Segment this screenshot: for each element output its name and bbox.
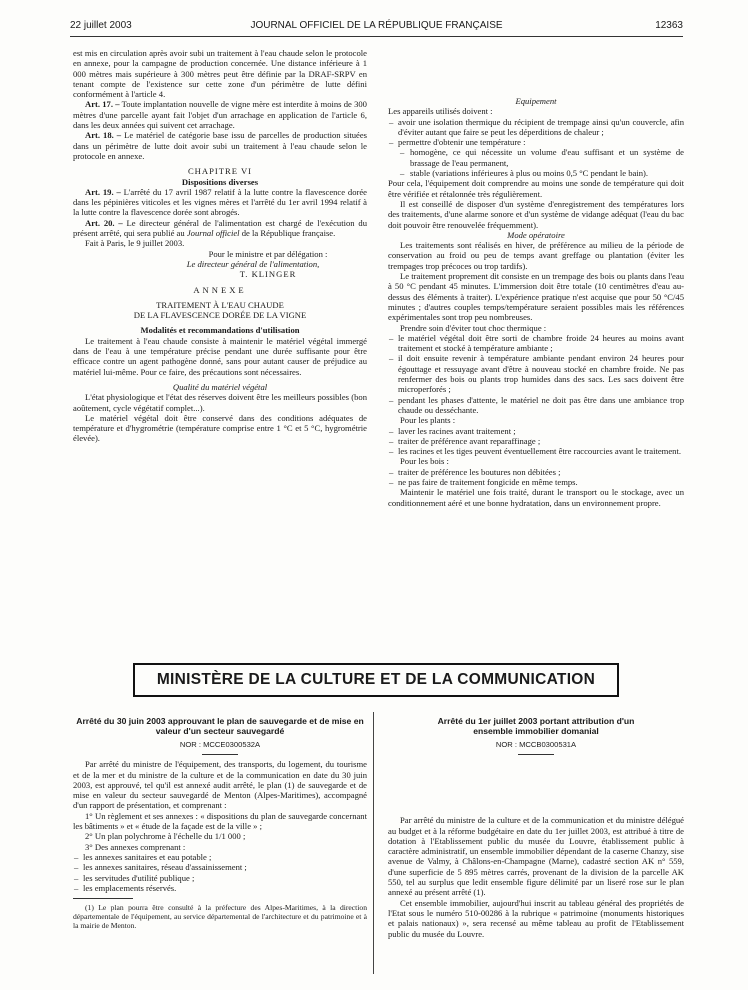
- subheading-mode: Mode opératoire: [507, 229, 565, 240]
- paragraph: Cet ensemble immobilier, aujourd'hui inscrit au tableau général des propriétés de l'Etat sous le numéro 510-00286 à la rubrique « patrimoine (monuments historiques et palais nationaux) », sera recensé au même tableau au profit de l'Etablissement public du musée du Louvre.: [388, 897, 684, 939]
- list-item: – les annexes sanitaires et eau potable ;: [73, 852, 367, 862]
- annex-title-line-2: DE LA FLAVESCENCE DORÉE DE LA VIGNE: [133, 310, 307, 321]
- left-column: [73, 48, 367, 444]
- header-page-number: 12363: [655, 20, 683, 31]
- footnote-rule: [73, 898, 133, 899]
- list-item: – il doit ensuite revenir à température ambiante pendant environ 24 heures pour égouttage et ressuyage avant d'être à nouveau stocké en chambre froide. Ne pas renfermer des bois ou plants trop humides dans des sacs. Les sacs doivent être microperforés ;: [388, 353, 684, 394]
- subheading-modalites: Modalités et recommandations d'utilisation: [140, 325, 300, 336]
- list-item: – traiter de préférence les boutures non débitées ;: [388, 467, 684, 477]
- subheading-equipement: Equipement: [515, 96, 557, 106]
- paragraph: Pour cela, l'équipement doit comprendre au moins une sonde de température qui doit être vérifiée et rétalonnée très régulièrement.: [388, 178, 684, 199]
- list-item: 3° Des annexes comprenant :: [85, 841, 186, 852]
- footnote: (1) Le plan pourra être consulté à la préfecture des Alpes-Maritimes, à la direction départementale de l'équipement, au service départemental de l'architecture et du patrimoine et à la mairie de Menton.: [73, 903, 367, 931]
- list-item: – permettre d'obtenir une température :: [388, 137, 684, 147]
- list-item: 1° Un règlement et ses annexes : « dispositions du plan de sauvegarde concernant les bâtiments » et « étude de la façade est de la ville » ;: [73, 810, 367, 832]
- paragraph: Par arrêté du ministre de la culture et de la communication et du ministre délégué au budget et à la réforme budgétaire en date du 1er juillet 2003, est attribué à titre de dotation à l'Etablissement public du musée du Louvre, établissement public à caractère administratif, un ensemble immobilier dépendant de la caserne Chanzy, sise avenue de Valmy, à Châlons-en-Champagne (Marne), cadastré section AK n° 559, d'une superficie de 5 895 mètres carrés, provenant de la division de la parcelle AK 550, tel au surplus que ledit ensemble figure délimité par un liseré rose sur le plan annexé au présent arrêté (1).: [388, 815, 684, 898]
- decree-menton: [73, 716, 367, 930]
- signature-block: Pour le ministre et par délégation : Le directeur général de l'alimentation, T. KLINGER: [186, 248, 328, 280]
- paragraph: Prendre soin d'éviter tout choc thermique :: [400, 322, 547, 333]
- list-item: – les servitudes d'utilité publique ;: [73, 873, 367, 883]
- list-item: – les annexes sanitaires, réseau d'assainissement ;: [73, 862, 367, 872]
- annex-title-line-1: TRAITEMENT À L'EAU CHAUDE: [156, 299, 284, 310]
- subheading-qualite: Qualité du matériel végétal: [172, 381, 268, 392]
- list-item: 2° Un plan polychrome à l'échelle du 1/1 000 ;: [85, 831, 246, 842]
- right-column: [388, 96, 684, 508]
- article-18: Art. 18. – Le matériel de catégorie base issu de parcelles de production situées dans un périmètre de lutte doit avoir subi un traitement à l'eau chaude selon le protocole en annexe.: [73, 130, 367, 161]
- chapter-heading: CHAPITRE VI: [187, 166, 253, 177]
- decree-title: Arrêté du 1er juillet 2003 portant attribution d'un ensemble immobilier domanial: [437, 716, 635, 736]
- paragraph: Le traitement proprement dit consiste en un trempage des bois ou plants dans l'eau à 50 °C pendant 45 minutes. L'immersion doit être totale (10 centimètres d'eau au-dessus des éléments à traiter). L'expérience pratique n'est acquise que pour 50 °C/45 minutes ; d'autres couples temps/température seraient possibles mais les références expérimentales sont trop peu nombreuses.: [388, 271, 684, 323]
- paragraph: Les traitements sont réalisés en hiver, de préférence au milieu de la période de conservation au froid ou peu de temps avant greffage ou plantation (éviter les trempages trop précoces ou trop tardifs).: [388, 240, 684, 271]
- paragraph: L'état physiologique et l'état des réserves doivent être les meilleurs possibles (bon aoûtement, cycle végétatif complet...).: [73, 392, 367, 413]
- paragraph: Les appareils utilisés doivent :: [388, 106, 493, 117]
- section-heading: Dispositions diverses: [181, 176, 259, 187]
- decree-title: Arrêté du 30 juin 2003 approuvant le plan de sauvegarde et de mise en valeur d'un secteur sauvegardé: [76, 716, 364, 736]
- nor-reference: NOR : MCCB0300531A: [495, 740, 577, 749]
- list-item: – traiter de préférence avant reparaffinage ;: [388, 436, 684, 446]
- header-title: JOURNAL OFFICIEL DE LA RÉPUBLIQUE FRANÇAISE: [250, 20, 503, 31]
- paragraph: Maintenir le matériel une fois traité, durant le transport ou le stockage, avec un conditionnement aéré et une bonne hydratation, dans un environnement propre.: [388, 487, 684, 508]
- list-item: – stable (variations inférieures à plus ou moins 0,5 °C pendant le bain).: [388, 168, 684, 178]
- paragraph: Pour les plants :: [400, 415, 456, 426]
- decree-louvre: [388, 716, 684, 939]
- paragraph: Il est conseillé de disposer d'un système d'enregistrement des températures lors des traitements, d'une alarme sonore et d'un système de vidange adéquat (l'eau du bac doit pouvoir être renouvelée fréquemment).: [388, 198, 684, 230]
- list-item: – laver les racines avant traitement ;: [388, 426, 684, 436]
- header-date: 22 juillet 2003: [70, 20, 132, 31]
- article-19: Art. 19. – L'arrêté du 17 avril 1987 relatif à la lutte contre la flavescence dorée dans les pépinières viticoles et les vignes mères et l'arrêté du 1er avril 1994 relatif à la lutte contre la flavescence dorée sont abrogés.: [73, 186, 367, 218]
- article-17: Art. 17. – Toute implantation nouvelle de vigne mère est interdite à moins de 300 mètres d'une parcelle ayant fait l'objet d'un arrachage en application de l'article 6, dans les deux années qui suivent cet arrachage.: [73, 99, 367, 131]
- list-item: – homogène, ce qui nécessite un volume d'eau suffisant et un système de brassage de l'eau permanent,: [388, 147, 684, 168]
- nor-reference: NOR : MCCE0300532A: [179, 740, 261, 749]
- divider: [518, 754, 554, 755]
- paragraph: Le matériel végétal doit être conservé dans des conditions adéquates de température et d'hygrométrie (température comprise entre 1 °C et 5 °C, hygrométrie élevée).: [73, 412, 367, 444]
- column-divider: [373, 712, 374, 974]
- page-header: [70, 20, 683, 37]
- list-item: – ne pas faire de traitement fongicide en même temps.: [388, 477, 684, 487]
- list-item: – le matériel végétal doit être sorti de chambre froide 24 heures au moins avant traitement et stocké à température ambiante ;: [388, 333, 684, 354]
- list-item: – les emplacements réservés.: [73, 883, 367, 893]
- article-20: Art. 20. – Le directeur général de l'alimentation est chargé de l'exécution du présent arrêté, qui sera publié au Journal officiel de la République française.: [73, 217, 367, 239]
- ministry-banner: MINISTÈRE DE LA CULTURE ET DE LA COMMUNICATION: [133, 663, 619, 697]
- divider: [202, 754, 238, 755]
- paragraph: est mis en circulation après avoir subi un traitement à l'eau chaude selon le protocole en annexe, pour la campagne de production concernée. Une distance inférieure à 1 000 mètres mais supérieure à 300 mètres peut être définie par la DRAF-SRPV en tenant compte de l'existence sur cette zone d'un périmètre de lutte défini conformément à l'article 4.: [73, 48, 367, 100]
- paragraph: Pour les bois :: [400, 456, 449, 467]
- list-item: – avoir une isolation thermique du récipient de trempage ainsi qu'un couvercle, afin d'éviter autant que faire se peut les déperditions de chaleur ;: [388, 117, 684, 138]
- list-item: – les racines et les tiges peuvent éventuellement être raccourcies avant le traitement.: [388, 446, 684, 456]
- list-item: – pendant les phases d'attente, le matériel ne doit pas être dans une ambiance trop chaude ou desséchante.: [388, 395, 684, 416]
- paragraph: Par arrêté du ministre de l'équipement, des transports, du logement, du tourisme et de la mer et du ministre de la culture et de la communication en date du 30 juin 2003, est approuvé, tel qu'il est annexé audit arrêté, le plan (1) de sauvegarde et de mise en valeur du secteur sauvegardé de Menton (Alpes-Maritimes), accompagné d'un rapport de présentation, et comprenant :: [73, 759, 367, 811]
- annex-heading: ANNEXE: [193, 284, 247, 295]
- fait-a-paris: Fait à Paris, le 9 juillet 2003.: [85, 238, 185, 249]
- paragraph: Le traitement à l'eau chaude consiste à maintenir le matériel végétal immergé dans de l'eau à une température précise pendant une durée suffisante pour être efficace contre un agent pathogène donné, sans pour autant causer de préjudice au matériel lui-même. Pour ce faire, des précautions sont nécessaires.: [73, 335, 367, 377]
